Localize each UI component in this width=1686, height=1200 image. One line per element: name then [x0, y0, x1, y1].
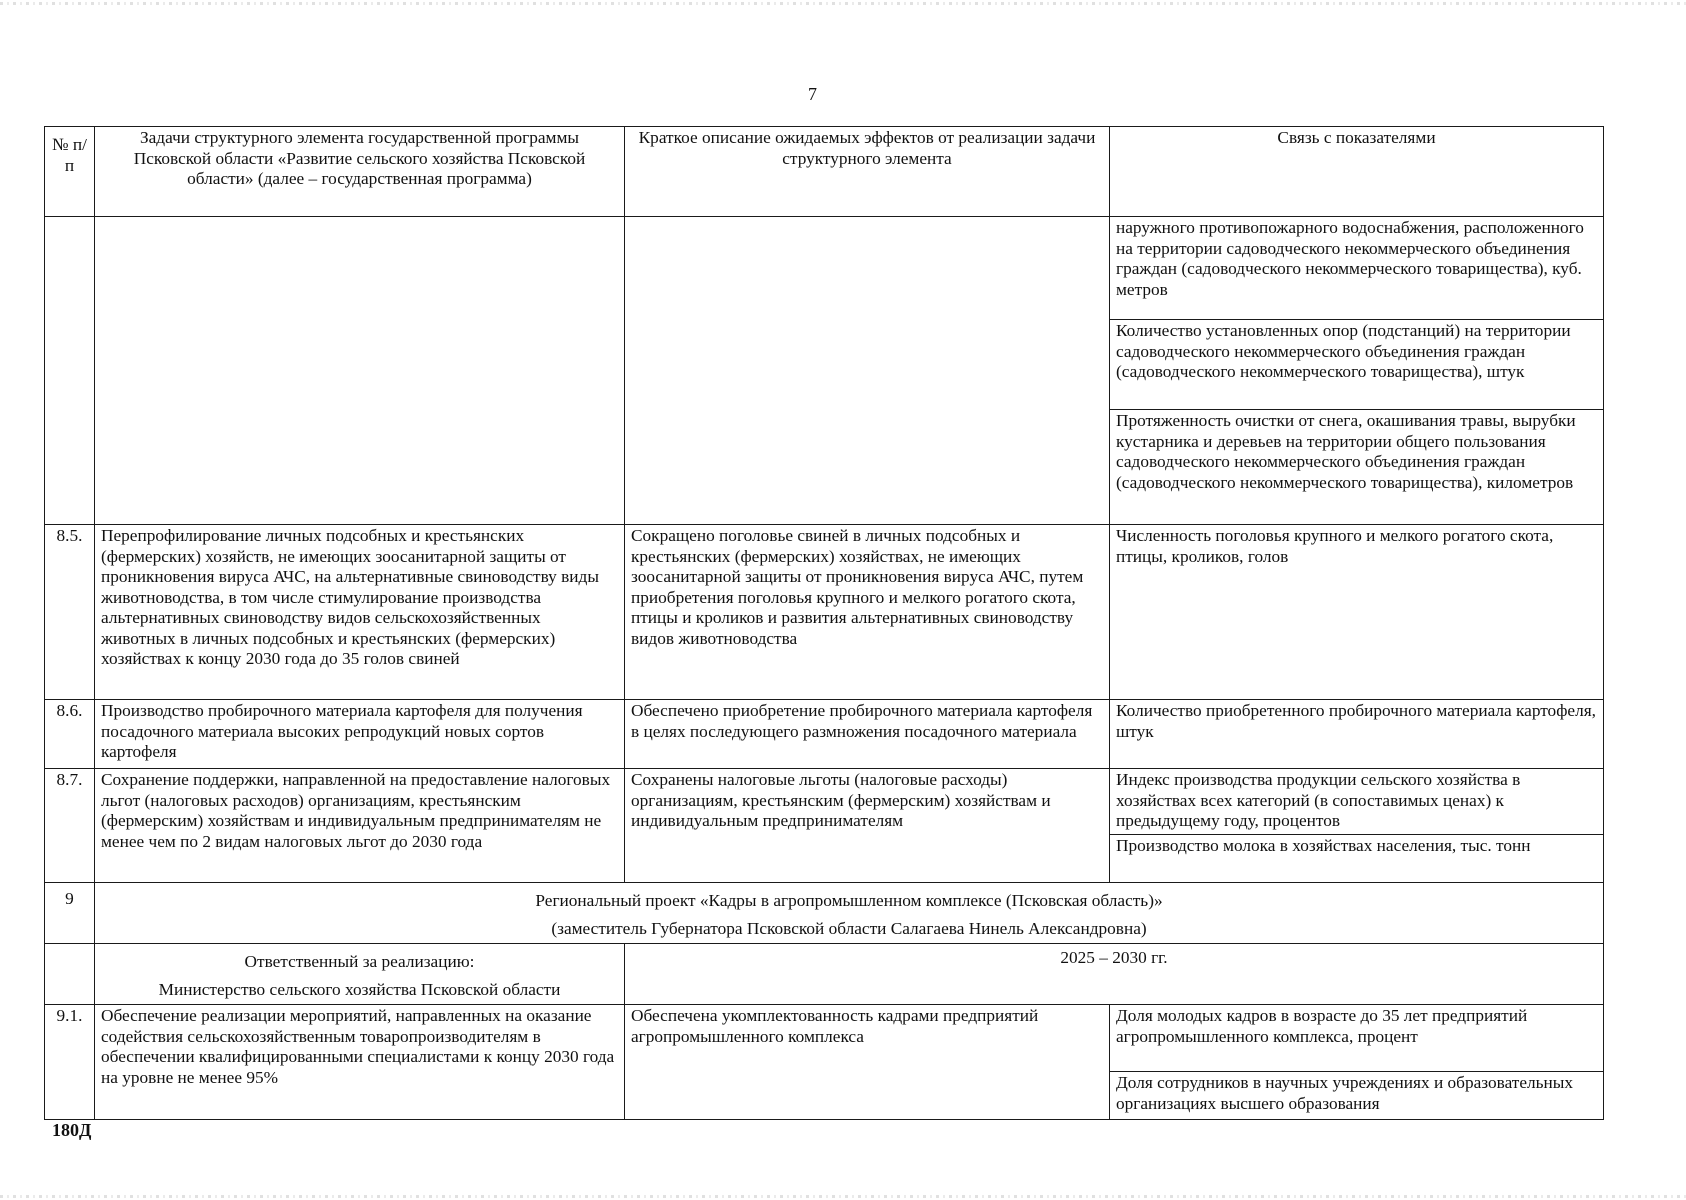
header-tasks: Задачи структурного элемента государственной программы Псковской области «Развитие сельского хозяйства Псковской области» (далее – государственная программа)	[95, 127, 625, 217]
indicator-cell: Количество приобретенного пробирочного материала картофеля, штук	[1110, 700, 1604, 769]
responsible-label: Ответственный за реализацию:	[244, 952, 475, 971]
scan-edge-bottom	[0, 1195, 1686, 1198]
effect-cell: Сохранены налоговые льготы (налоговые расходы) организациям, крестьянским (фермерским) хозяйствам и индивидуальным предпринимателям	[625, 769, 1110, 883]
effect-cell: Обеспечена укомплектованность кадрами предприятий агропромышленного комплекса	[625, 1005, 1110, 1120]
cell-effect-empty	[625, 217, 1110, 525]
indicator-cell: Протяженность очистки от снега, окашивания травы, вырубки кустарника и деревьев на территории общего пользования садоводческого некоммерческого объединения граждан (садоводческого некоммерческого товарищества), километров	[1110, 410, 1604, 525]
task-cell: Сохранение поддержки, направленной на предоставление налоговых льгот (налоговых расходов) организациям, крестьянским (фермерским) хозяйствам и индивидуальным предпринимателям не менее чем по 2 видам налоговых льгот до 2030 года	[95, 769, 625, 883]
responsible-row	[45, 944, 1604, 1005]
indicator-cell: Доля сотрудников в научных учреждениях и образовательных организациях высшего образования	[1110, 1072, 1604, 1120]
table-row	[45, 700, 1604, 769]
project-curator: (заместитель Губернатора Псковской области Салагаева Нинель Александровна)	[551, 919, 1147, 938]
header-num: № п/п	[45, 127, 95, 217]
table-row	[45, 769, 1604, 835]
task-cell: Перепрофилирование личных подсобных и крестьянских (фермерских) хозяйств, не имеющих зоосанитарной защиты от проникновения вируса АЧС, на альтернативные свиноводству виды животноводства, в том числе стимулирование производства альтернативных свиноводству видов сельскохозяйственных животных в личных подсобных и крестьянских (фермерских) хозяйствах к концу 2030 года до 35 голов свиней	[95, 525, 625, 700]
row-number: 9	[45, 883, 95, 944]
program-tasks-table	[44, 126, 1604, 1120]
effect-cell: Сокращено поголовье свиней в личных подсобных и крестьянских (фермерских) хозяйствах, не имеющих зоосанитарной защиты от проникновения вируса АЧС, путем приобретения поголовья крупного и мелкого рогатого скота, птицы и кроликов и развития альтернативных свиноводству видов животноводства	[625, 525, 1110, 700]
row-number: 8.6.	[45, 700, 95, 769]
task-cell: Обеспечение реализации мероприятий, направленных на оказание содействия сельскохозяйственным товаропроизводителям в обеспечении квалифицированными специалистами к концу 2030 года на уровне не менее 95%	[95, 1005, 625, 1120]
indicator-cell: наружного противопожарного водоснабжения, расположенного на территории садоводческого некоммерческого объединения граждан (садоводческого некоммерческого товарищества), куб. метров	[1110, 217, 1604, 320]
page-number: 7	[808, 84, 817, 104]
indicator-cell: Доля молодых кадров в возрасте до 35 лет предприятий агропромышленного комплекса, процент	[1110, 1005, 1604, 1072]
responsible-cell	[95, 944, 625, 1005]
cell-num-empty	[45, 217, 95, 525]
effect-cell: Обеспечено приобретение пробирочного материала картофеля в целях последующего размножения посадочного материала	[625, 700, 1110, 769]
cell-task-empty	[95, 217, 625, 525]
header-indicators: Связь с показателями	[1110, 127, 1604, 217]
period-cell: 2025 – 2030 гг.	[625, 944, 1604, 1005]
table-row	[45, 1005, 1604, 1072]
header-effects: Краткое описание ожидаемых эффектов от реализации задачи структурного элемента	[625, 127, 1110, 217]
table-row	[45, 217, 1604, 320]
row-number: 9.1.	[45, 1005, 95, 1120]
table-header-row	[45, 127, 1604, 217]
responsible-ministry: Министерство сельского хозяйства Псковской области	[158, 980, 561, 999]
cell-num-empty	[45, 944, 95, 1005]
project-row	[45, 883, 1604, 944]
task-cell: Производство пробирочного материала картофеля для получения посадочного материала высоких репродукций новых сортов картофеля	[95, 700, 625, 769]
indicator-cell: Количество установленных опор (подстанций) на территории садоводческого некоммерческого объединения граждан (садоводческого некоммерческого товарищества), штук	[1110, 320, 1604, 410]
table-row	[45, 525, 1604, 700]
row-number: 8.5.	[45, 525, 95, 700]
scan-edge-top	[0, 2, 1686, 5]
indicator-cell: Индекс производства продукции сельского хозяйства в хозяйствах всех категорий (в сопоставимых ценах) к предыдущему году, процентов	[1110, 769, 1604, 835]
project-cell	[95, 883, 1604, 944]
indicator-cell: Численность поголовья крупного и мелкого рогатого скота, птицы, кроликов, голов	[1110, 525, 1604, 700]
indicator-cell: Производство молока в хозяйствах населения, тыс. тонн	[1110, 835, 1604, 883]
project-title: Региональный проект «Кадры в агропромышленном комплексе (Псковская область)»	[535, 891, 1163, 910]
document-code: 180Д	[52, 1120, 92, 1140]
row-number: 8.7.	[45, 769, 95, 883]
